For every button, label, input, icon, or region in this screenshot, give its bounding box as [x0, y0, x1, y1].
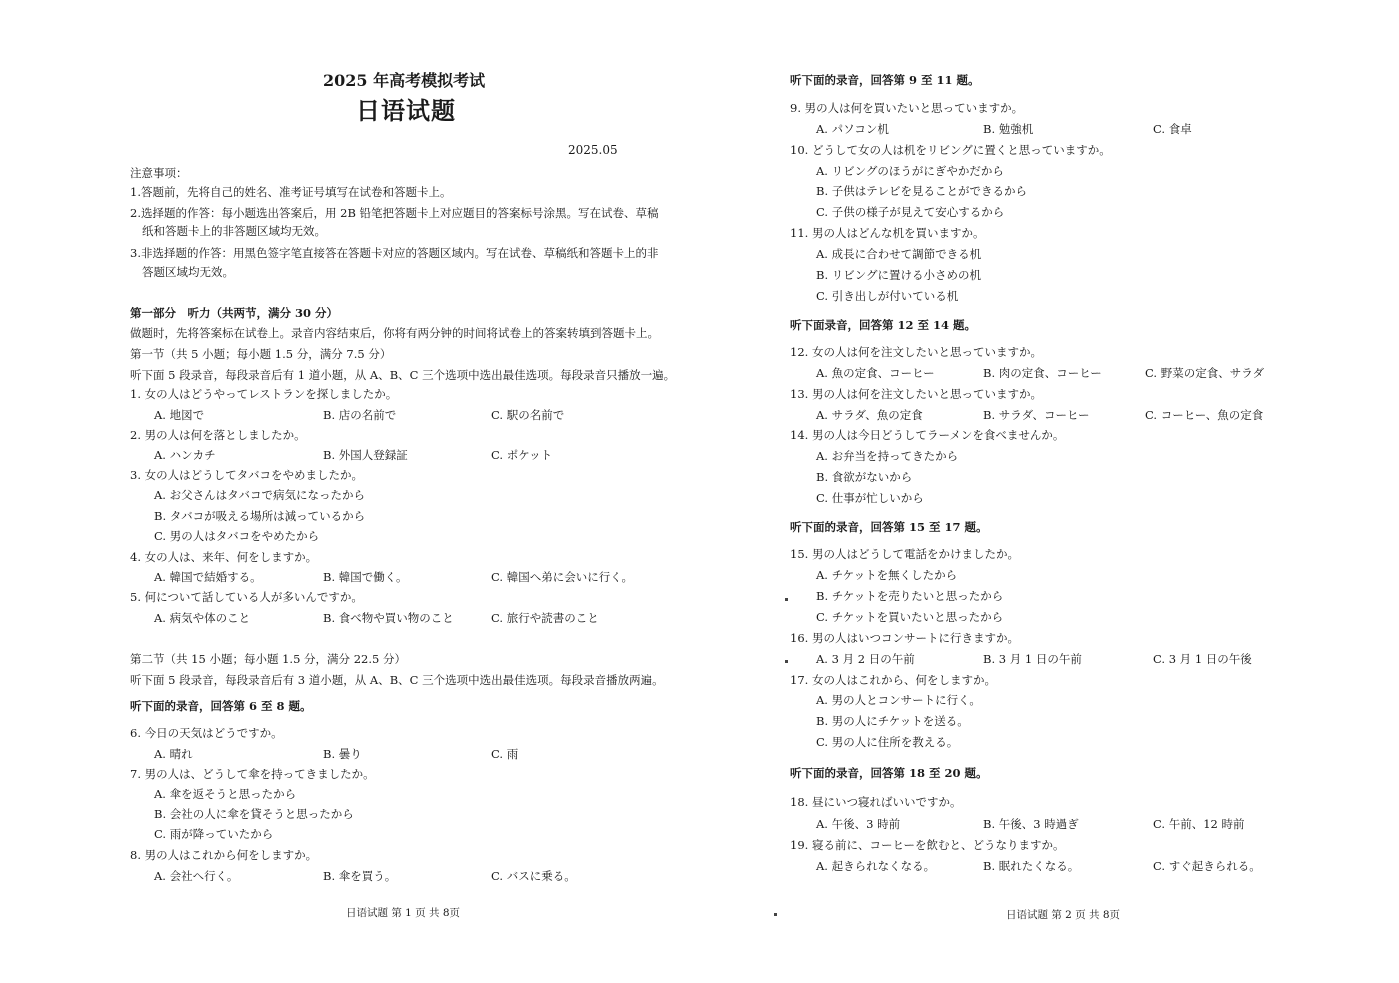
question-5-option-b: B. 食べ物や買い物のこと	[323, 611, 454, 625]
question-4-stem: 4. 女の人は、来年、何をしますか。	[130, 550, 318, 564]
part1-instruction: 做题时，先将答案标在试卷上。录音内容结束后，你将有两分钟的时间将试卷上的答案转填到答题卡上。	[130, 326, 659, 340]
question-8-option-c: C. バスに乗る。	[491, 869, 576, 883]
question-18-option-b: B. 午後、3 時過ぎ	[983, 817, 1079, 831]
page-footer: 日语试题 第 1 页 共 8页	[346, 907, 461, 919]
section1-instruction: 听下面 5 段录音，每段录音后有 1 道小题，从 A、B、C 三个选项中选出最佳选项。每段录音只播放一遍。	[130, 368, 676, 382]
question-4-option-b: B. 韓国で働く。	[323, 570, 408, 584]
part1-heading: 第一部分 听力（共两节，满分 30 分）	[130, 306, 339, 320]
question-12-stem: 12. 女の人は何を注文したいと思っていますか。	[790, 345, 1042, 359]
note-line-5: 答题区域均无效。	[142, 265, 234, 279]
question-14-option-c: C. 仕事が忙しいから	[816, 491, 924, 505]
question-15-option-a: A. チケットを無くしたから	[816, 568, 958, 582]
question-9-option-b: B. 勉強机	[983, 122, 1034, 136]
note-line-1: 1.答题前，先将自己的姓名、准考证号填写在试卷和答题卡上。	[130, 185, 452, 199]
question-7-option-c: C. 雨が降っていたから	[154, 827, 274, 841]
question-3-option-a: A. お父さんはタバコで病気になったから	[154, 488, 365, 502]
question-6-option-c: C. 雨	[491, 747, 519, 761]
question-8-option-a: A. 会社へ行く。	[154, 869, 239, 883]
group-heading-6-8: 听下面的录音，回答第 6 至 8 题。	[130, 699, 312, 713]
subject-title: 日语试题	[356, 96, 456, 125]
question-16-option-c: C. 3 月 1 日の午後	[1153, 652, 1252, 666]
question-5-option-a: A. 病気や体のこと	[154, 611, 251, 625]
question-3-option-b: B. タバコが吸える場所は減っているから	[154, 509, 366, 523]
question-14-stem: 14. 男の人は今日どうしてラーメンを食べませんか。	[790, 428, 1065, 442]
group-heading-15-17: 听下面的录音，回答第 15 至 17 题。	[790, 520, 988, 534]
question-5-option-c: C. 旅行や読書のこと	[491, 611, 599, 625]
question-9-option-a: A. パソコン机	[816, 122, 889, 136]
question-13-option-c: C. コーヒー、魚の定食	[1145, 408, 1264, 422]
question-2-option-a: A. ハンカチ	[154, 448, 216, 462]
question-19-option-b: B. 眠れたくなる。	[983, 859, 1080, 873]
question-4-option-c: C. 韓国へ弟に会いに行く。	[491, 570, 633, 584]
question-10-stem: 10. どうして女の人は机をリビングに置くと思っていますか。	[790, 143, 1111, 157]
question-11-stem: 11. 男の人はどんな机を買いますか。	[790, 226, 985, 240]
question-6-option-a: A. 晴れ	[154, 747, 193, 761]
question-7-stem: 7. 男の人は、どうして傘を持ってきましたか。	[130, 767, 375, 781]
question-8-option-b: B. 傘を買う。	[323, 869, 397, 883]
question-9-option-c: C. 食卓	[1153, 122, 1192, 136]
note-line-2: 2.选择题的作答：每小题选出答案后，用 2B 铅笔把答题卡上对应题目的答案标号涂黑。写在试卷、草稿	[130, 206, 659, 220]
question-1-option-a: A. 地図で	[154, 408, 205, 422]
question-7-option-b: B. 会社の人に傘を貸そうと思ったから	[154, 807, 354, 821]
question-11-option-b: B. リビングに置ける小さめの机	[816, 268, 982, 282]
question-15-option-b: B. チケットを売りたいと思ったから	[816, 589, 1004, 603]
note-line-4: 3.非选择题的作答：用黑色签字笔直接答在答题卡对应的答题区域内。写在试卷、草稿纸和答题卡上的非	[130, 246, 659, 260]
question-1-option-c: C. 駅の名前で	[491, 408, 565, 422]
question-2-option-b: B. 外国人登録証	[323, 448, 408, 462]
question-11-option-a: A. 成長に合わせて調節できる机	[816, 247, 982, 261]
question-2-stem: 2. 男の人は何を落としましたか。	[130, 428, 306, 442]
question-1-option-b: B. 店の名前で	[323, 408, 397, 422]
question-18-option-a: A. 午後、3 時前	[816, 817, 901, 831]
question-12-option-c: C. 野菜の定食、サラダ	[1145, 366, 1265, 380]
question-19-option-a: A. 起きられなくなる。	[816, 859, 936, 873]
exam-title: 2025 年高考模拟考试	[323, 71, 486, 90]
question-16-option-b: B. 3 月 1 日の午前	[983, 652, 1082, 666]
group-heading-9-11: 听下面的录音，回答第 9 至 11 题。	[790, 73, 980, 87]
question-11-option-c: C. 引き出しが付いている机	[816, 289, 959, 303]
question-17-option-a: A. 男の人とコンサートに行く。	[816, 693, 981, 707]
question-6-option-b: B. 曇り	[323, 747, 362, 761]
question-14-option-a: A. お弁当を持ってきたから	[816, 449, 959, 463]
question-17-option-b: B. 男の人にチケットを送る。	[816, 714, 969, 728]
question-18-stem: 18. 昼にいつ寝ればいいですか。	[790, 795, 962, 809]
question-3-stem: 3. 女の人はどうしてタバコをやめましたか。	[130, 468, 364, 482]
notes-heading: 注意事项：	[130, 166, 188, 180]
exam-page-2	[700, 0, 1399, 983]
question-7-option-a: A. 傘を返そうと思ったから	[154, 787, 297, 801]
group-heading-12-14: 听下面录音，回答第 12 至 14 题。	[790, 318, 977, 332]
question-15-option-c: C. チケットを買いたいと思ったから	[816, 610, 1004, 624]
question-13-option-b: B. サラダ、コーヒー	[983, 408, 1090, 422]
question-6-stem: 6. 今日の天気はどうですか。	[130, 726, 283, 740]
question-13-option-a: A. サラダ、魚の定食	[816, 408, 923, 422]
question-14-option-b: B. 食欲がないから	[816, 470, 913, 484]
group-heading-18-20: 听下面的录音，回答第 18 至 20 题。	[790, 766, 988, 780]
question-4-option-a: A. 韓国で結婚する。	[154, 570, 262, 584]
question-17-option-c: C. 男の人に住所を教える。	[816, 735, 959, 749]
question-10-option-c: C. 子供の様子が見えて安心するから	[816, 205, 1005, 219]
question-12-option-b: B. 肉の定食、コーヒー	[983, 366, 1102, 380]
question-5-stem: 5. 何について話している人が多いんですか。	[130, 590, 363, 604]
section2-heading: 第二节（共 15 小题；每小题 1.5 分，满分 22.5 分）	[130, 652, 406, 666]
question-19-stem: 19. 寝る前に、コーヒーを飲むと、どうなりますか。	[790, 838, 1065, 852]
question-17-stem: 17. 女の人はこれから、何をしますか。	[790, 673, 996, 687]
exam-date: 2025.05	[568, 143, 618, 157]
question-10-option-b: B. 子供はテレビを見ることができるから	[816, 184, 1028, 198]
question-18-option-c: C. 午前、12 時前	[1153, 817, 1245, 831]
section2-instruction: 听下面 5 段录音，每段录音后有 3 道小题，从 A、B、C 三个选项中选出最佳选项。每段录音播放两遍。	[130, 673, 664, 687]
question-10-option-a: A. リビングのほうがにぎやかだから	[816, 164, 1004, 178]
section1-heading: 第一节（共 5 小题；每小题 1.5 分，满分 7.5 分）	[130, 347, 392, 361]
question-15-stem: 15. 男の人はどうして電話をかけましたか。	[790, 547, 1019, 561]
question-1-stem: 1. 女の人はどうやってレストランを探しましたか。	[130, 387, 398, 401]
question-8-stem: 8. 男の人はこれから何をしますか。	[130, 848, 318, 862]
question-16-option-a: A. 3 月 2 日の午前	[816, 652, 915, 666]
note-line-3: 纸和答题卡上的非答题区域均无效。	[142, 224, 326, 238]
question-16-stem: 16. 男の人はいつコンサートに行きますか。	[790, 631, 1019, 645]
question-2-option-c: C. ポケット	[491, 448, 553, 462]
question-9-stem: 9. 男の人は何を買いたいと思っていますか。	[790, 101, 1024, 115]
question-19-option-c: C. すぐ起きられる。	[1153, 859, 1261, 873]
question-13-stem: 13. 男の人は何を注文したいと思っていますか。	[790, 387, 1042, 401]
question-3-option-c: C. 男の人はタバコをやめたから	[154, 529, 320, 543]
page-footer: 日语试题 第 2 页 共 8页	[1006, 909, 1121, 921]
question-12-option-a: A. 魚の定食、コーヒー	[816, 366, 935, 380]
